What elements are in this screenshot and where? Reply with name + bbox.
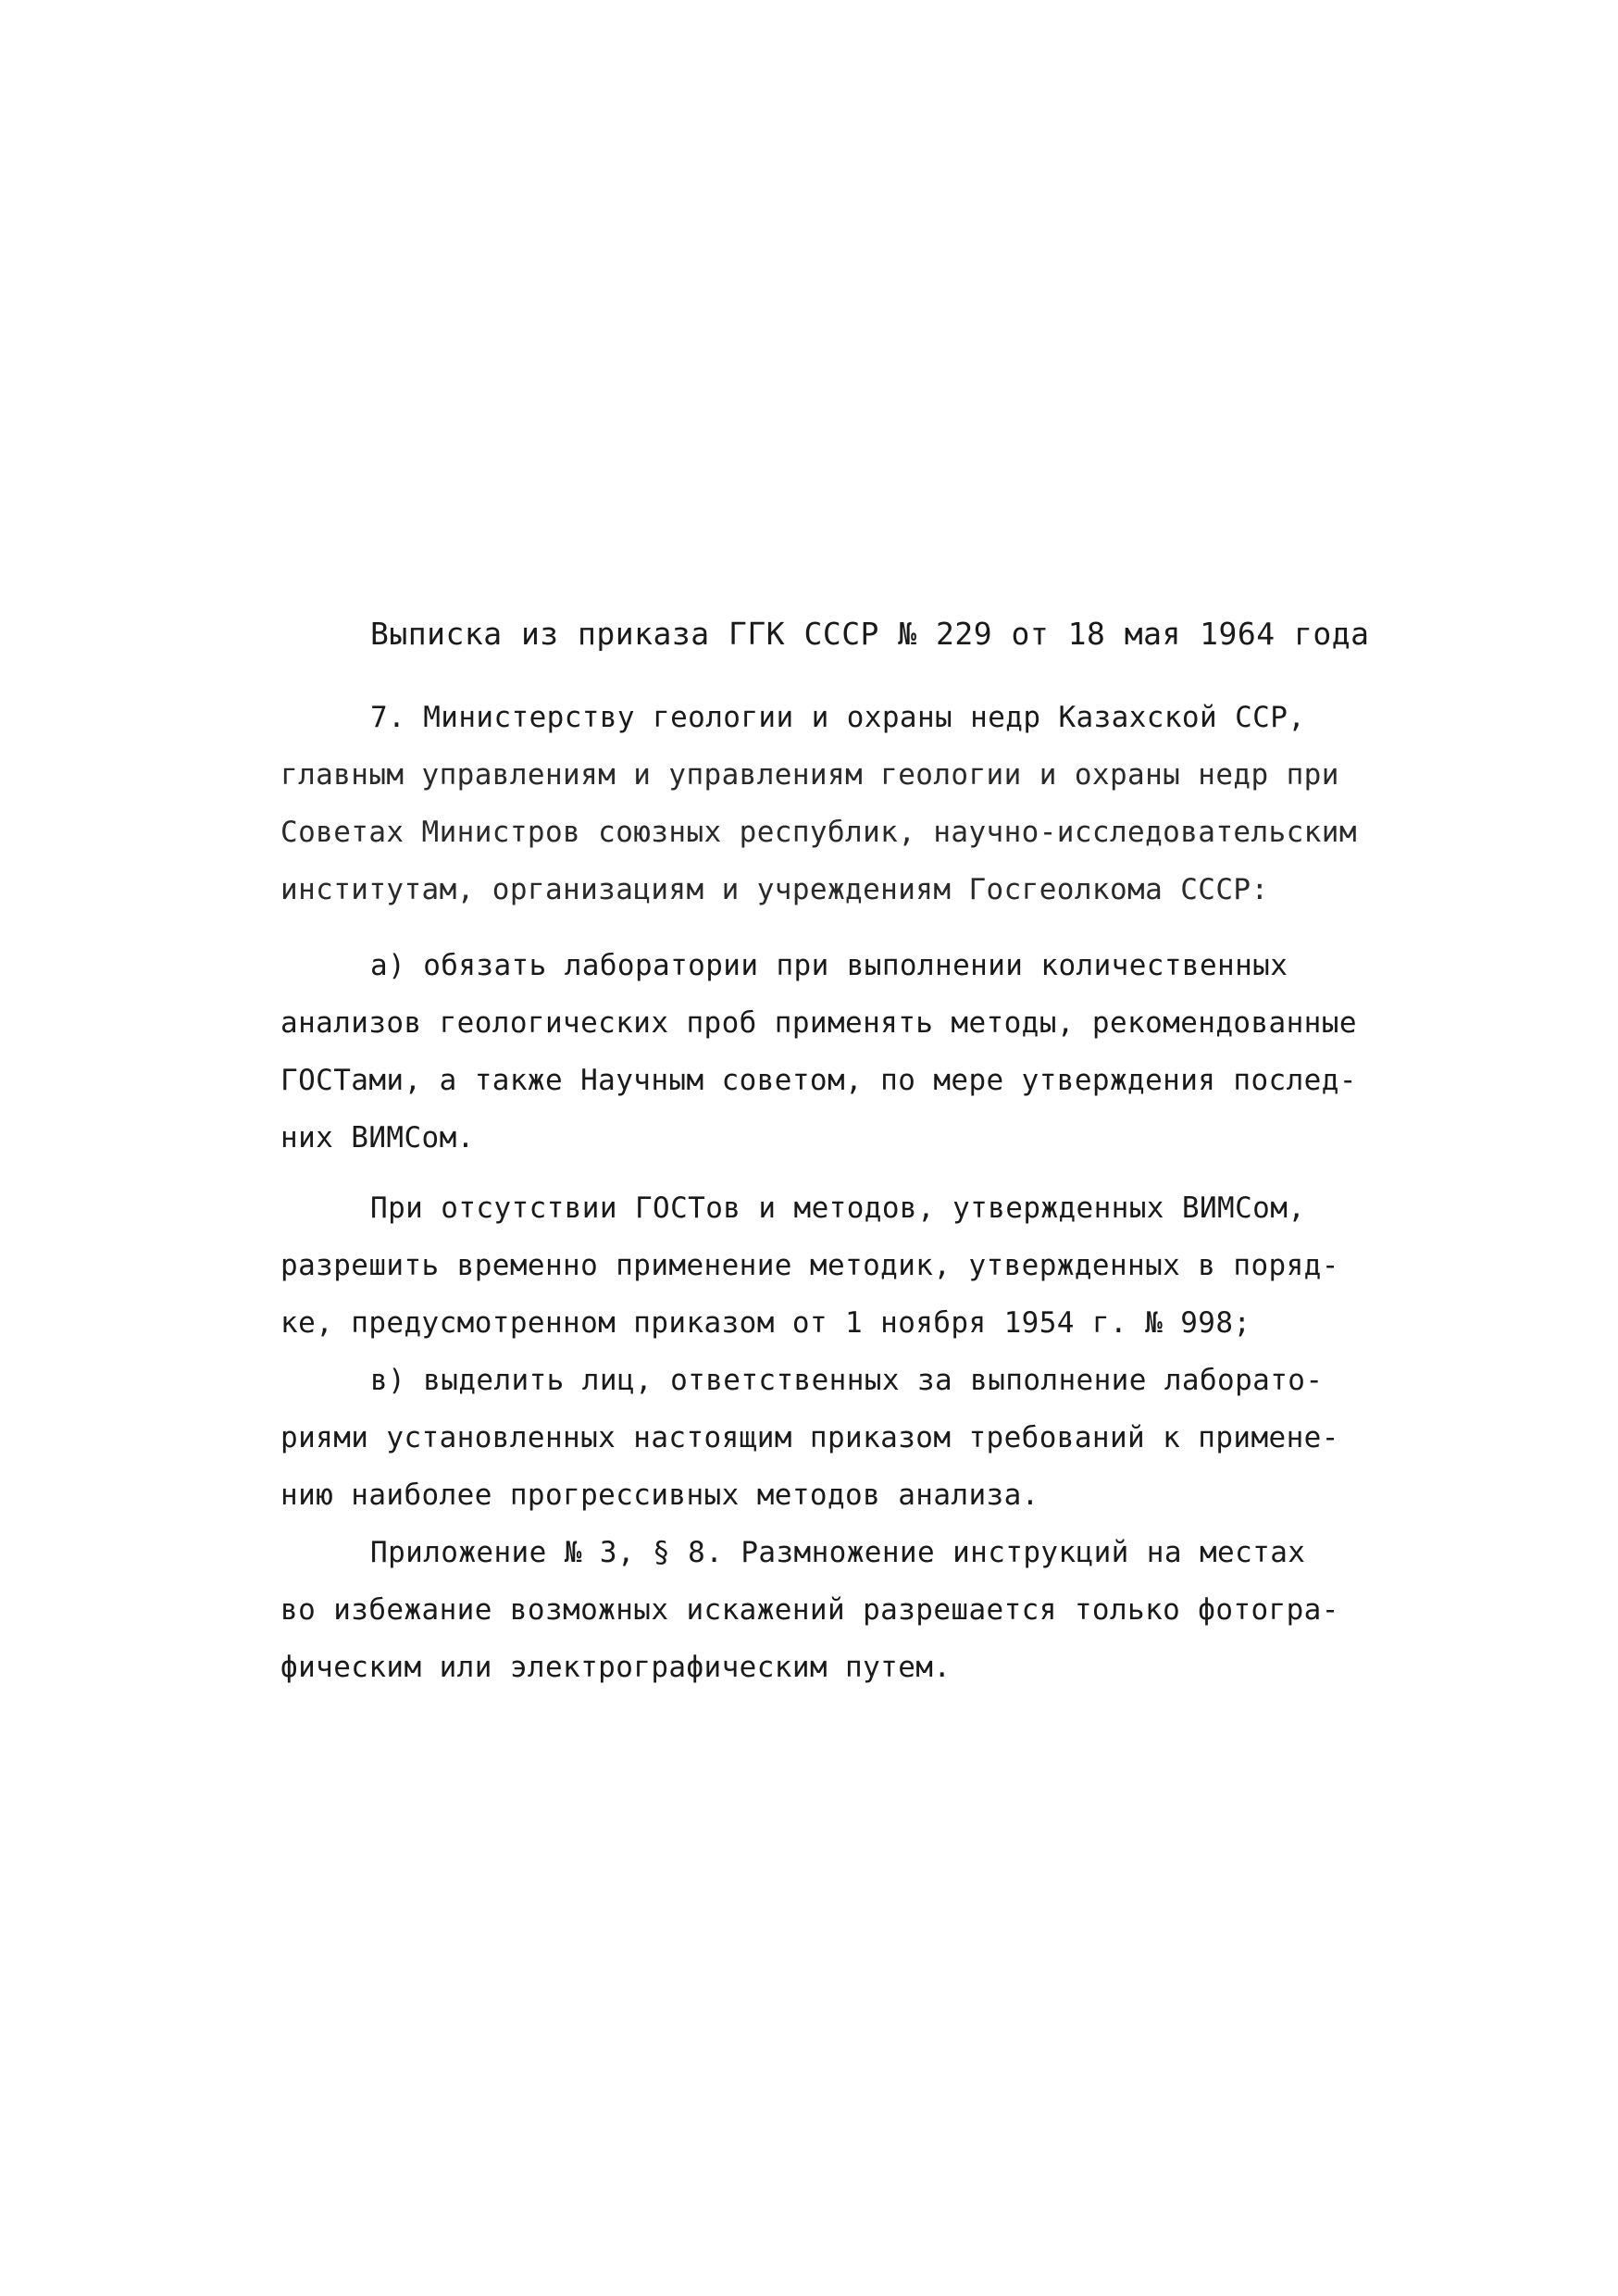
text-line: риями установленных настоящим приказом требований к примене-	[280, 1421, 1339, 1454]
document-title: Выписка из приказа ГГК СССР № 229 от 18 мая 1964 года	[370, 616, 1370, 652]
text-line: а) обязать лаборатории при выполнении количественных	[370, 949, 1288, 982]
text-line: главным управлениям и управлениям геологии и охраны недр при	[280, 758, 1339, 792]
text-line: ке, предусмотренном приказом от 1 ноября 1954 г. № 998;	[280, 1306, 1251, 1340]
text-line: разрешить временно применение методик, утвержденных в поряд-	[280, 1249, 1339, 1282]
text-line: Советах Министров союзных республик, научно-исследовательским	[280, 816, 1357, 849]
text-line: ГОСТами, а также Научным советом, по мере утверждения послед-	[280, 1064, 1357, 1097]
text-line: в) выделить лиц, ответственных за выполнение лаборато-	[370, 1364, 1324, 1397]
text-line: нию наиболее прогрессивных методов анализа.	[280, 1479, 1039, 1512]
text-line: во избежание возможных искажений разрешается только фотогра-	[280, 1593, 1339, 1627]
text-line: фическим или электрографическим путем.	[280, 1651, 952, 1684]
text-line: При отсутствии ГОСТов и методов, утвержденных ВИМСом,	[370, 1192, 1306, 1225]
text-line: институтам, организациям и учреждениям Госгеолкома СССР:	[280, 873, 1269, 906]
text-line: 7. Министерству геологии и охраны недр Казахской ССР,	[370, 701, 1306, 734]
text-line: Приложение № 3, § 8. Размножение инструкций на местах	[370, 1536, 1306, 1569]
text-line: них ВИМСом.	[280, 1121, 475, 1154]
text-line: анализов геологических проб применять методы, рекомендованные	[280, 1006, 1357, 1040]
